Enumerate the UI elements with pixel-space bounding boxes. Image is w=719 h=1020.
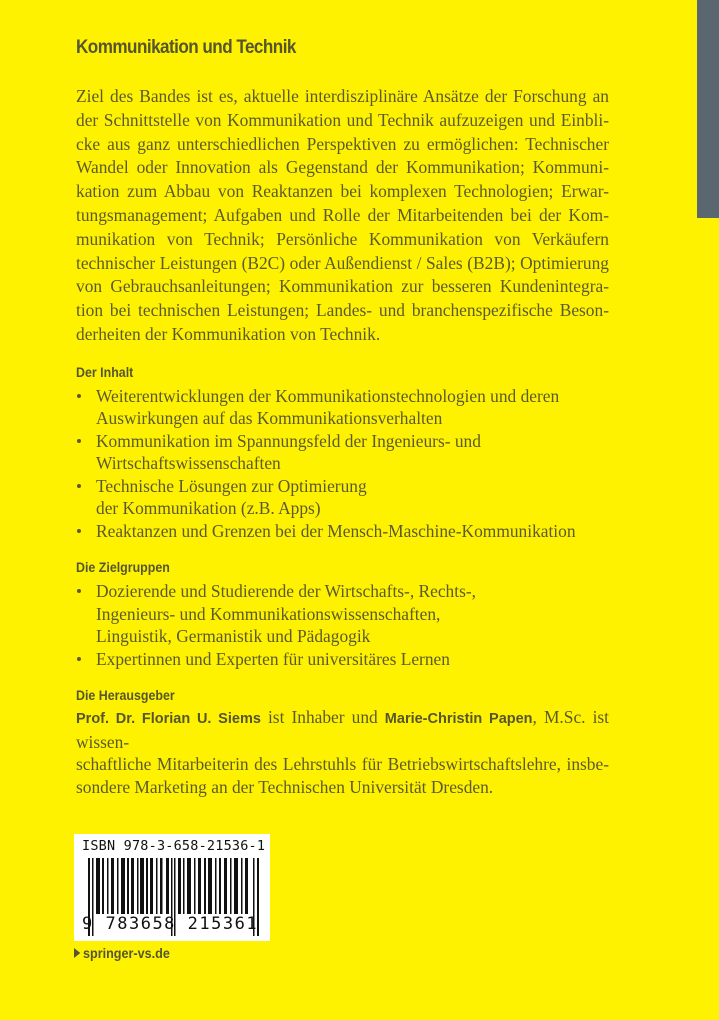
intro-line: Wandel oder Innovation als Gegenstand der Kommunikation; Kommuni- [76, 157, 609, 178]
list-item-line: Weiterentwicklungen der Kommunikationstechnologien und deren [96, 385, 560, 406]
barcode-digits-right: 215361 [187, 914, 259, 934]
editors-section [76, 686, 609, 798]
list-item [76, 430, 609, 475]
audience-section [76, 558, 609, 670]
editors-text: ist Inhaber und [260, 707, 385, 728]
back-cover-content [76, 30, 609, 798]
list-item-line: Linguistik, Germanistik und Pädagogik [96, 626, 371, 647]
barcode-digits-left: 783658 [105, 914, 176, 934]
intro-line: von Gebrauchsanleitungen; Kommunikation zur besseren Kundenintegra- [76, 276, 609, 297]
intro-line: tungsmanagement; Aufgaben und Rolle der Mitarbeitenden bei der Kom- [76, 204, 609, 225]
publisher-website-link[interactable] [74, 945, 170, 961]
spine-color-bar [697, 0, 719, 218]
list-item-line: Dozierende und Studierende der Wirtschafts-, Rechts-, [96, 581, 476, 602]
barcode-digit-lead: 9 [82, 914, 94, 934]
list-item [76, 648, 609, 671]
isbn-barcode [74, 834, 270, 941]
editors-text: , M.Sc. ist wissen- [76, 707, 610, 752]
bullet-icon [77, 589, 81, 593]
intro-line: Ziel des Bandes ist es, aktuelle interdisziplinäre Ansätze der Forschung an [76, 86, 609, 106]
bullet-icon [77, 529, 81, 533]
intro-line: kation zum Abbau von Reaktanzen bei komplexen Technologien; Erwar- [76, 181, 609, 202]
list-item-line: Ingenieurs- und Kommunikationswissenschaften, [96, 603, 441, 624]
list-item-line: Auswirkungen auf das Kommunikationsverhalten [96, 408, 443, 429]
contents-list [76, 385, 609, 543]
intro-paragraph [76, 85, 609, 347]
editors-line: sondere Marketing an der Technischen Universität Dresden. [76, 776, 494, 797]
intro-line: cke aus ganz unterschiedlichen Perspektiven zu ermöglichen: Technischer [76, 133, 609, 154]
list-item [76, 580, 609, 648]
list-item-line: Technische Lösungen zur Optimierung [96, 475, 367, 496]
list-item-line: Expertinnen und Experten für universitäres Lernen [96, 648, 450, 669]
editors-heading: Die Herausgeber [76, 688, 175, 704]
triangle-right-icon [74, 948, 80, 958]
list-item [76, 520, 609, 543]
audience-heading: Die Zielgruppen [76, 560, 170, 576]
bullet-icon [77, 484, 81, 488]
bullet-icon [77, 657, 81, 661]
bullet-icon [77, 439, 81, 443]
intro-line: der Schnittstelle von Kommunikation und Technik aufzuzeigen und Einbli- [76, 109, 609, 130]
isbn-label: ISBN 978-3-658-21536-1 [82, 838, 266, 854]
editors-line: schaftliche Mitarbeiterin des Lehrstuhls für Betriebswirtschaftslehre, insbe- [76, 754, 609, 775]
publisher-link-text: springer-vs.de [83, 945, 170, 961]
editors-paragraph [76, 706, 609, 798]
list-item [76, 385, 609, 430]
intro-line: munikation von Technik; Persönliche Kommunikation von Verkäufern [76, 228, 609, 249]
contents-section [76, 363, 609, 543]
intro-line: technischer Leistungen (B2C) oder Außendienst / Sales (B2B); Optimierung [76, 252, 609, 273]
list-item-line: der Kommunikation (z.B. Apps) [96, 498, 321, 519]
list-item [76, 475, 609, 520]
editor-name: Prof. Dr. Florian U. Siems [76, 711, 261, 728]
bullet-icon [77, 394, 81, 398]
editor-name: Marie-Christin Papen [384, 711, 533, 728]
intro-line: derheiten der Kommunikation von Technik. [76, 323, 381, 344]
contents-heading: Der Inhalt [76, 364, 134, 380]
editors-line [76, 706, 609, 753]
list-item-line: Reaktanzen und Grenzen bei der Mensch-Maschine-Kommunikation [96, 520, 576, 541]
book-title: Kommunikation und Technik [76, 37, 296, 58]
list-item-line: Wirtschaftswissenschaften [96, 453, 281, 474]
barcode-digits [82, 914, 258, 934]
list-item-line: Kommunikation im Spannungsfeld der Ingenieurs- und [96, 430, 481, 451]
intro-line: tion bei technischen Leistungen; Landes- und branchenspezifische Beson- [76, 300, 609, 321]
audience-list [76, 580, 609, 670]
